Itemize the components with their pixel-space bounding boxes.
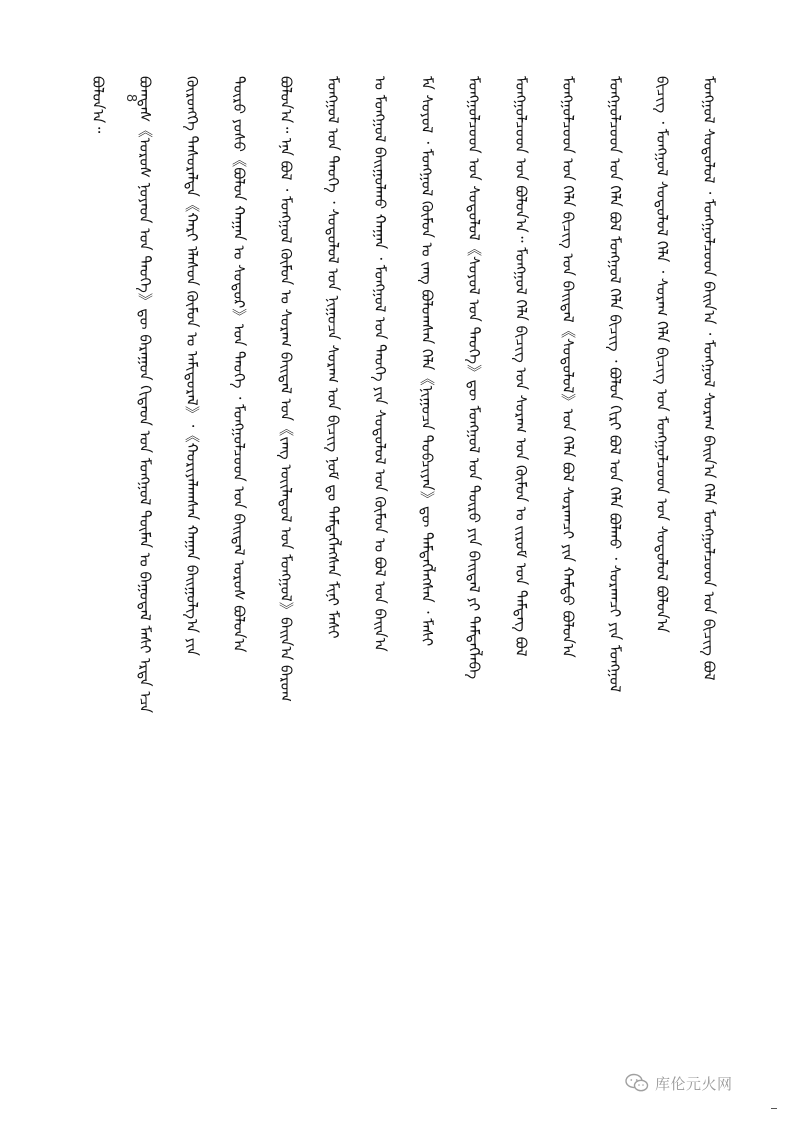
text-column: ᠮᠣᠩᠭᠣᠯᠴᠤᠳ ᠤᠨ ᠪᠣᠯᠤᠨ᠎ᠠ᠃ ᠮᠣᠩᠭᠣᠯ ᠬᠡᠯᠡ ᠪᠢᠴᠢᠭ ᠤᠨ ᠰᠤᠷᠠᠭ ᠤᠨ ᠬᠦᠮᠦᠨ ᠤ ᠵᠢᠷᠤᠮ ᠤᠨ ᠲᠡᠮᠳᠡᠭ ᠪᠣᠯ xyxy=(512,76,530,657)
text-column: ᠪᠣᠭᠳᠠᠰ《ᠤᠷᠤᠰ ᠨᠣᠶᠠᠳ ᠤᠨ ᠲᠡᠦᠬᠡ》ᠳᠦ ᠪᠠᠷᠠᠭᠤᠨ ᠬᠢᠲᠠᠳ ᠤᠨ ᠮᠣᠩᠭᠣᠯ ᠲᠦᠮᠡᠨ ᠤ ᠪᠠᠭᠤᠳᠠᠯ ᠮᠠᠰᠢ ᠡᠷᠲᠡ ᠡᠴᠡ xyxy=(136,76,154,714)
text-column: ᠲᠦᠷᠦ ᠶᠣᠰᠣ《ᠪᠣᠯᠤᠨ ᠬᠠᠭᠠᠨ ᠤ ᠰᠤᠳᠤᠷ》ᠤᠨ ᠲᠡᠦᠬᠡ ᠂ ᠮᠣᠩᠭᠣᠯᠴᠤᠳ ᠤᠨ ᠪᠠᠢᠳᠠᠯ ᠤᠷᠤᠰ ᠪᠣᠯᠤᠨ᠎ᠠ xyxy=(230,76,248,653)
text-column: ᠮᠣᠩᠭᠣᠯᠴᠤᠳ ᠤᠨ ᠬᠡᠯᠡ ᠪᠢᠴᠢᠭ ᠤᠨ ᠪᠠᠢᠳᠠᠯ《ᠰᠤᠳᠤᠯᠤᠯ》ᠤᠨ ᠬᠡᠯᠡ ᠪᠣᠯ ᠰᠤᠷᠠᠭᠴᠢ ᠶᠢᠨ ᠬᠠᠮᠲᠤ ᠪᠣᠯᠤᠨ᠎ᠠ xyxy=(559,76,577,658)
text-column: ᠪᠣᠯᠤᠨ᠎ᠠ᠃ xyxy=(89,76,107,134)
text-column: ᠮᠣᠩᠭᠣᠯ ᠤᠨ ᠲᠡᠦᠬᠡ ᠂ ᠰᠤᠳᠤᠯᠤᠯ ᠤᠨ ᠨᠢᠭᠤᠴᠠ ᠰᠤᠷᠠᠭ ᠤᠨ ᠪᠢᠴᠢᠭ ᠨᠣᠮ ᠳᠤ ᠲᠡᠮᠳᠡᠭᠯᠡᠭᠰᠡᠨ ᠮᠢᠨᠢ ᠮᠠᠰᠢ xyxy=(324,76,342,639)
text-column: ᠮᠣᠩᠭᠣᠯ ᠰᠤᠳᠤᠯᠤᠯ ᠂ ᠮᠣᠩᠭᠣᠯᠴᠤᠳ ᠪᠠᠢᠨ᠎ᠠ ᠂ ᠮᠣᠩᠭᠣᠯ ᠰᠤᠷᠠᠭ ᠪᠠᠢᠨ᠎ᠠ ᠬᠡᠯᠡ ᠮᠣᠩᠭᠣᠯᠴᠤᠳ ᠤᠨ ᠪᠢᠴᠢᠭ ᠪᠣᠯ xyxy=(700,76,718,681)
text-column: ᠮᠣᠩᠭᠣᠯᠴᠤᠳ ᠤᠨ ᠬᠡᠯᠡ ᠪᠣᠯ ᠮᠣᠩᠭᠣᠯ ᠬᠡᠯᠡ ᠪᠢᠴᠢᠭ ᠂ ᠪᠣᠯᠤᠨ ᠬᠢᠷᠢ ᠪᠣᠯ ᠤᠨ ᠬᠡᠯᠡ ᠪᠣᠯᠬᠤ ᠂ ᠰᠤᠷᠠᠭᠴᠢ ᠶᠢᠨ ᠮᠣᠩᠭᠣᠯ xyxy=(606,76,624,693)
text-column: ᠬᠥᠷᠦᠩᠭᠡ ᠲᠠᠰᠤᠷᠠᠯᠲᠠ《ᠬᠠᠷᠢ ᠡᠯᠡᠰᠦᠨ ᠬᠦᠮᠦᠨ ᠤ ᠠᠮᠢᠳᠤᠷᠠᠯ》᠂《ᠬᠣᠷᠢᠶᠠᠯᠠᠭᠰᠠᠨ ᠬᠠᠭᠠᠨ ᠪᠠᠢᠭᠤᠯᠭ᠎ᠠ ᠶᠢᠨ xyxy=(183,76,201,656)
wechat-icon xyxy=(625,1073,649,1093)
text-column: ᠪᠢᠴᠢᠭ ᠂ ᠮᠣᠩᠭᠣᠯ ᠰᠤᠳᠤᠯᠤᠯ ᠬᠡᠯᠡ ᠂ ᠰᠤᠷᠠᠭ ᠬᠡᠯᠡ ᠪᠢᠴᠢᠭ ᠤᠨ ᠮᠣᠩᠭᠣᠯᠴᠤᠳ ᠤᠨ ᠰᠤᠳᠤᠯᠤᠯ ᠪᠣᠯᠤᠨ᠎ᠠ xyxy=(653,76,671,633)
text-column: ᠪᠣᠯᠤᠨ᠎ᠠ᠃ ᠡᠨᠡ ᠪᠣᠯ ᠂ ᠮᠣᠩᠭᠣᠯ ᠬᠦᠮᠦᠨ ᠤ ᠰᠤᠷᠠᠭ ᠪᠠᠢᠳᠠᠯ ᠤᠨ《ᠵᠠᠩ ᠦᠢᠯᠡᠳᠦᠯ ᠤᠨ ᠮᠣᠩᠭᠣᠯ》ᠪᠠᠢᠨ᠎ᠠ ᠪᠠᠷᠤᠭ xyxy=(277,76,295,702)
page-corner-mark xyxy=(771,1108,777,1109)
page-number: 8 xyxy=(123,93,139,103)
text-column: ᠮᠣᠩᠭᠣᠯᠴᠤᠳ ᠤᠨ ᠰᠤᠳᠤᠯᠤᠯ《ᠰᠣᠶᠣᠯ ᠤᠨ ᠲᠡᠦᠬᠡ》ᠳᠦ ᠮᠣᠩᠭᠣᠯ ᠤᠨ ᠲᠦᠷᠦ ᠶᠢᠨ ᠪᠠᠢᠳᠠᠯ ᠶᠢ ᠲᠡᠮᠳᠡᠭᠯᠡᠪᠡ xyxy=(465,76,483,680)
watermark xyxy=(625,1070,733,1096)
text-column: ᠤ ᠮᠣᠩᠭᠣᠯ ᠪᠠᠢᠭᠤᠯᠬᠤ ᠬᠠᠭᠠᠨ ᠂ ᠮᠣᠩᠭᠣᠯ ᠤᠨ ᠲᠡᠦᠬᠡ ᠶᠢᠨ ᠰᠤᠳᠤᠯᠤᠯ ᠤᠨ ᠬᠦᠮᠦᠨ ᠤ ᠪᠣᠯ ᠤᠨ ᠪᠠᠢᠨ᠎ᠠ xyxy=(371,76,389,652)
watermark-text: 库伦元火网 xyxy=(655,1074,733,1093)
text-column: ᠮᠠ ᠰᠣᠶᠣᠯ ᠂ ᠮᠣᠩᠭᠣᠯ ᠬᠦᠮᠦᠨ ᠤ ᠵᠠᠩ ᠪᠣᠯᠤᠭᠰᠠᠨ ᠬᠡᠯᠡ《ᠨᠢᠭᠤᠴᠠ ᠲᠣᠪᠴᠢᠶᠠᠨ》ᠳᠦ ᠲᠡᠮᠳᠡᠭᠯᠡᠭᠰᠡᠨ ᠂ ᠮᠠᠰᠢ xyxy=(418,76,436,647)
